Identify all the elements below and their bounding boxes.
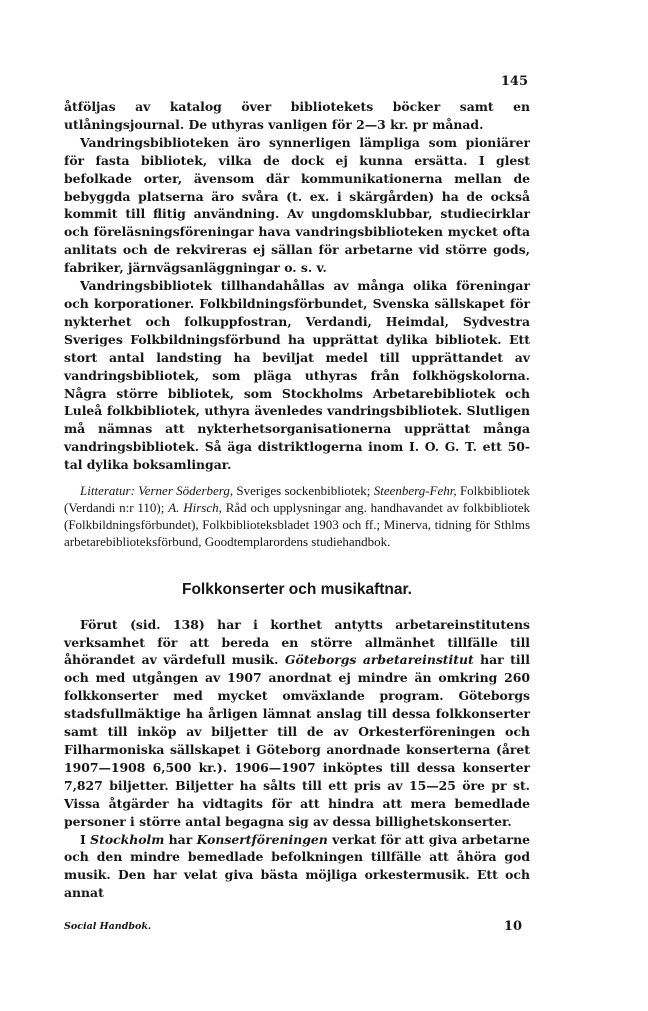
literature-author: Verner Söderberg, [138, 483, 234, 499]
text-span: I [80, 831, 91, 847]
literature-text: Folkbibliotek (Verdandi n:r 110); [64, 483, 531, 515]
literature-label: Litteratur: [80, 483, 135, 499]
text-span: verkat för att giva arbetarne och den mindre bemedlade befolkningen tillfälle att åhöra god musik. Den har velat giva bästa möjliga orkestermusik. Ett och annat [64, 831, 530, 901]
page-number: 145 [500, 74, 528, 89]
page-footer [64, 919, 530, 939]
text-span: har [164, 831, 197, 847]
emphasis: Konsertföreningen [196, 831, 328, 847]
section-heading: Folkkonserter och musikaftnar. [182, 580, 412, 598]
literature-references [64, 483, 530, 551]
literature-text: Råd och upplysningar ang. handhavandet av folkbibliotek (Folkbildningsförbundet), Folkbiblioteksbladet 1903 och ff.; Minerva, tidning för Sthlms arbetarebiblioteksförbund, Goodtemplarordens studiehandbok. [64, 499, 530, 549]
body-text [64, 98, 530, 902]
paragraph-continuation: åtföljas av katalog över bibliotekets böcker samt en utlåningsjournal. De uthyras vanligen för 2—3 kr. pr månad. [64, 99, 530, 132]
literature-author: Steenberg-Fehr, [373, 483, 457, 499]
footer-sheet-number: 10 [503, 919, 522, 934]
text-span: har till och med utgången av 1907 anordnat ej mindre än omkring 260 folkkonserter med mycket omväxlande program. Göteborgs stadsfullmäktige ha årligen lämnat anslag till dessa folkkonserter samt till inköp av biljetter till de av Orkesterföreningen och Filharmoniska sällskapet i Göteborg anordnade konserterna (året 1907—1908 6,500 kr.). 1906—1907 inköptes till dessa konserter 7,827 biljetter. Biljetter ha sålts till ett pris av 15—25 öre pr st. Vissa åtgärder ha vidtagits för att hindra att mera bemedlade personer i större antal begagna sig av dessa billighetskonserter. [64, 652, 530, 829]
literature-text: Sveriges sockenbibliotek; [233, 483, 374, 499]
emphasis: Stockholm [90, 831, 165, 847]
paragraph-goteborg [64, 616, 530, 831]
emphasis: Göteborgs arbetareinstitut [284, 652, 474, 668]
literature-author: A. Hirsch, [168, 499, 222, 515]
paragraph-stockholm [64, 831, 530, 903]
paragraph-vandringsbibliotek-foreningar: Vandringsbibliotek tillhandahållas av många olika föreningar och korporationer. Folkbildningsförbundet, Svenska sällskapet för nykterhet och folkuppfostran, Verdandi, Heimdal, Sydvestra Sveriges Folkbildningsförbund ha upprättat dylika bibliotek. Ett stort antal landsting ha beviljat medel till upprättandet av vandringsbibliotek, som pläga uthyras från folkhögskolorna. Några större bibliotek, som Stockholms Arbetarebibliotek och Luleå folkbibliotek, uthyra ävenledes vandringsbibliotek. Slutligen må nämnas att nykterhetsorganisationerna upprättat många vandringsbibliotek. Så äga distriktlogerna inom I. O. G. T. ett 50-tal dylika boksamlingar. [64, 278, 530, 473]
footer-book-title: Social Handbok. [64, 921, 152, 932]
paragraph-vandringsbiblioteken: Vandringsbiblioteken äro synnerligen lämpliga som pioniärer för fasta bibliotek, vilka de dock ej kunna ersätta. I glest befolkade orter, ävensom där kommunikationerna mellan de bebyggda platserna äro svåra (t. ex. i skärgården) ha de också kommit till flitig användning. Av ungdomsklubbar, studiecirklar och föreläsningsföreningar hava vandringsbiblioteken mycket ofta anlitats och de rekvireras ej sällan för arbetarne vid större gods, fabriker, järnvägsanläggningar o. s. v. [64, 134, 530, 276]
text-span: Förut (sid. 138) har i korthet antytts arbetareinstitutens verksamhet för att bereda en större allmänhet tillfälle till åhörandet av värdefull musik. [64, 616, 530, 668]
